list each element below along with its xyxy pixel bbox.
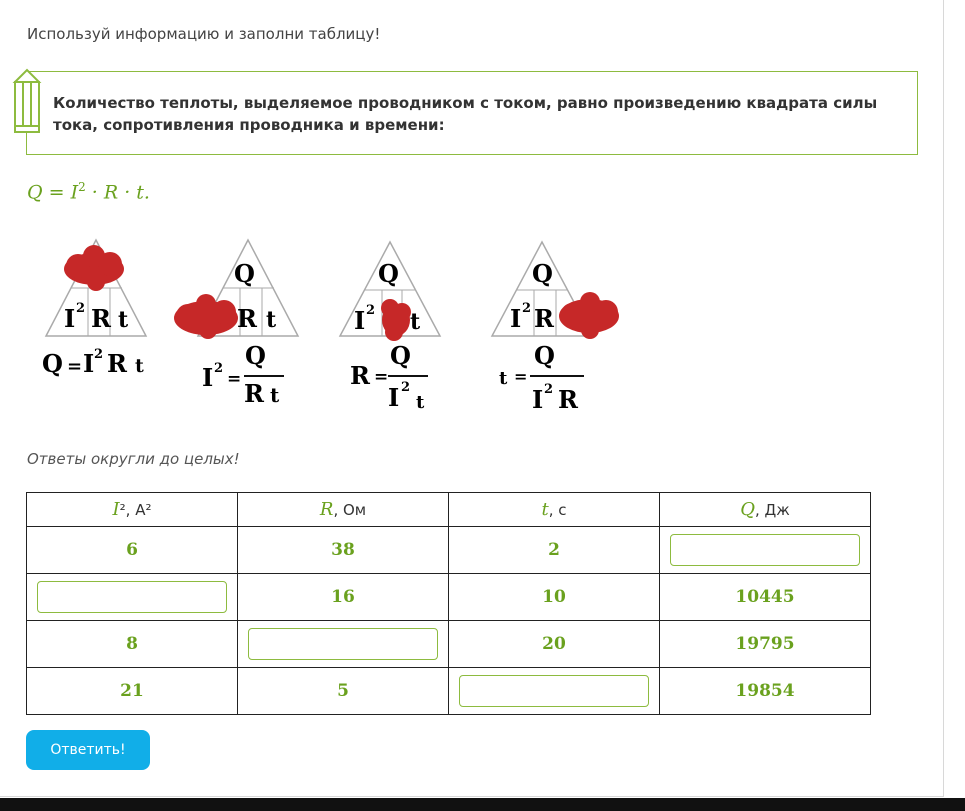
table-cell: 19854 (660, 668, 871, 715)
svg-text:Q: Q (234, 259, 255, 288)
triangle-t (492, 242, 619, 414)
svg-text:2: 2 (214, 361, 224, 376)
table-cell: 2 (449, 527, 660, 574)
svg-text:R: R (558, 385, 578, 414)
svg-text:2: 2 (366, 303, 376, 318)
rule-box (26, 71, 918, 155)
svg-text:=: = (514, 367, 528, 386)
table-cell: 8 (27, 621, 238, 668)
svg-text:=: = (67, 356, 83, 377)
table-row (27, 574, 871, 621)
bottom-edge (0, 798, 965, 811)
table-cell (449, 668, 660, 715)
svg-text:R: R (244, 379, 264, 408)
table-cell (27, 574, 238, 621)
svg-text:2: 2 (401, 380, 411, 395)
svg-text:I: I (202, 363, 214, 392)
triangle-i (174, 240, 298, 408)
column-header-heat: Q, Дж (660, 493, 871, 527)
answer-table (26, 492, 871, 715)
table-cell: 16 (238, 574, 449, 621)
triangle-q (42, 240, 146, 378)
table-cell: 5 (238, 668, 449, 715)
svg-text:2: 2 (76, 301, 86, 316)
table-cell (660, 527, 871, 574)
rounding-note: Ответы округли до целых! (27, 450, 240, 468)
formula-triangles-diagram (38, 236, 638, 421)
svg-text:I: I (64, 304, 76, 333)
answer-input-resistance[interactable] (248, 628, 438, 660)
answer-input-time[interactable] (459, 675, 649, 707)
column-header-time: t, с (449, 493, 660, 527)
svg-text:Q: Q (42, 349, 63, 378)
table-cell: 21 (27, 668, 238, 715)
svg-text:t: t (270, 383, 280, 407)
svg-text:=: = (227, 369, 242, 389)
pencil-icon (11, 68, 43, 136)
svg-text:=: = (374, 367, 389, 387)
table-cell: 38 (238, 527, 449, 574)
table-row (27, 621, 871, 668)
column-header-current: I², А² (27, 493, 238, 527)
svg-text:Q: Q (534, 341, 555, 370)
answer-input-heat[interactable] (670, 534, 860, 566)
instruction-text: Используй информацию и заполни таблицу! (27, 25, 381, 43)
svg-text:Q: Q (532, 259, 553, 288)
submit-answer-button[interactable]: Ответить! (26, 730, 150, 770)
red-blot (174, 294, 238, 339)
svg-text:I: I (388, 383, 400, 412)
svg-text:t: t (410, 309, 421, 335)
svg-text:Q: Q (245, 341, 266, 370)
svg-text:I: I (532, 385, 544, 414)
svg-text:t: t (499, 368, 508, 389)
svg-text:Q: Q (378, 259, 399, 288)
svg-text:R: R (107, 349, 127, 378)
red-blot (381, 299, 411, 341)
heat-formula: $Q = I^2 \cdot R \cdot t$. (27, 180, 150, 204)
table-row (27, 527, 871, 574)
svg-text:2: 2 (544, 382, 554, 397)
svg-text:Q: Q (390, 341, 411, 370)
rule-text: Количество теплоты, выделяемое проводником с током, равно произведению квадрата силы тока, сопротивления проводника и времени: (53, 94, 878, 134)
svg-text:R: R (237, 304, 257, 333)
svg-text:I: I (510, 304, 522, 333)
triangle-r (340, 242, 440, 413)
table-cell: 19795 (660, 621, 871, 668)
table-header-row (27, 493, 871, 527)
svg-text:R: R (91, 304, 111, 333)
svg-text:t: t (416, 392, 425, 413)
svg-text:I: I (354, 306, 366, 335)
table-cell: 6 (27, 527, 238, 574)
table-cell: 20 (449, 621, 660, 668)
table-cell: 10 (449, 574, 660, 621)
answer-input-current[interactable] (37, 581, 227, 613)
table-row (27, 668, 871, 715)
column-header-resistance: R, Ом (238, 493, 449, 527)
svg-text:I: I (83, 349, 95, 378)
red-blot (559, 292, 619, 339)
table-cell: 10445 (660, 574, 871, 621)
table-cell (238, 621, 449, 668)
svg-text:t: t (135, 355, 144, 377)
svg-text:t: t (266, 307, 277, 333)
svg-text:R: R (534, 304, 554, 333)
svg-text:2: 2 (522, 301, 532, 316)
svg-text:2: 2 (94, 347, 104, 362)
svg-text:t: t (118, 307, 129, 333)
svg-text:R: R (350, 361, 370, 390)
